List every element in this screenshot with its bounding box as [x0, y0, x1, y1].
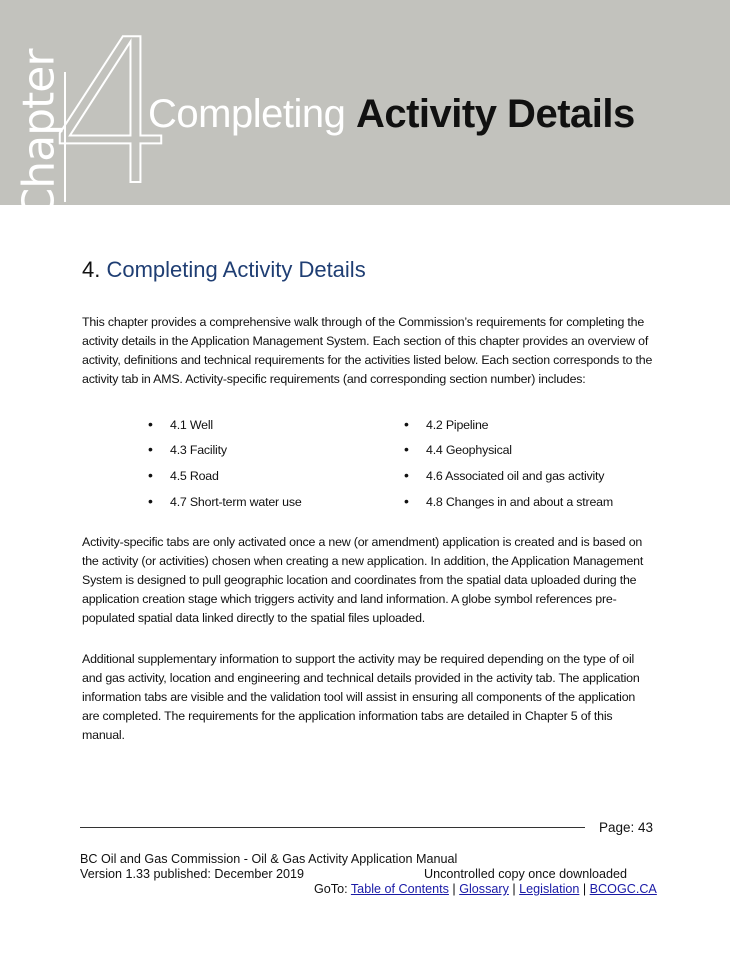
footer-goto: GoTo: Table of Contents | Glossary | Legislation | BCOGC.CA — [314, 882, 657, 896]
intro-paragraph: This chapter provides a comprehensive walk through of the Commission’s requirements for completing the activity details in the Application Management System. Each section of this chapter provides an overview of activity, definitions and technical requirements for the activities listed below. Each section corresponds to the activity tab in AMS. Activity-specific requirements (and corresponding section number) includes: — [82, 315, 653, 386]
list-item: • 4.2 Pipeline — [404, 416, 489, 432]
link-bcogc[interactable]: BCOGC.CA — [589, 882, 657, 896]
list-item: • 4.6 Associated oil and gas activity — [404, 467, 605, 483]
footer-org: BC Oil and Gas Commission - Oil & Gas Activity Application Manual — [80, 852, 458, 866]
link-glossary[interactable]: Glossary — [459, 882, 509, 896]
chapter-label: Chapter — [13, 49, 65, 219]
link-legislation[interactable]: Legislation — [519, 882, 580, 896]
supplementary-paragraph: Additional supplementary information to support the activity may be required depending on the type of oil and gas activity, location and engineering and technical details provided in the activity tab. The application information tabs are visible and the validation tool will assist in ensuring all components of the application are completed. The requirements for the application information tabs are detailed in Chapter 5 of this manual. — [82, 652, 640, 742]
list-item: • 4.8 Changes in and about a stream — [404, 493, 613, 509]
link-table-of-contents[interactable]: Table of Contents — [350, 882, 449, 896]
banner-title — [148, 90, 635, 138]
list-item: • 4.3 Facility — [148, 441, 227, 457]
section-number: 4. — [82, 257, 101, 282]
list-item: • 4.4 Geophysical — [404, 441, 512, 457]
footer-rule — [80, 827, 585, 828]
section-title: Completing Activity Details — [106, 257, 366, 282]
list-item: • 4.1 Well — [148, 416, 213, 432]
page-number: Page: 43 — [599, 820, 654, 835]
tabs-paragraph: Activity-specific tabs are only activated once a new (or amendment) application is created and is based on the activity (or activities) chosen when creating a new application. In addition, the Application Management System is designed to pull geographic location and coordinates from the spatial data uploaded during the application creation stage which triggers activity and land information. A globe symbol references pre-populated spatial data linked directly to the spatial files uploaded. — [82, 535, 644, 625]
footer-version: Version 1.33 published: December 2019 — [80, 867, 305, 881]
chapter-number: 4 — [50, 0, 178, 230]
chapter-banner — [0, 0, 730, 230]
list-item: • 4.7 Short-term water use — [148, 493, 302, 509]
banner-title-dark: Activity Details — [355, 92, 635, 136]
footer-uncontrolled: Uncontrolled copy once downloaded — [424, 867, 628, 881]
section-heading — [82, 257, 366, 283]
goto-label: GoTo: — [314, 882, 348, 896]
list-item: • 4.5 Road — [148, 467, 219, 483]
banner-title-light: Completing — [148, 92, 346, 136]
